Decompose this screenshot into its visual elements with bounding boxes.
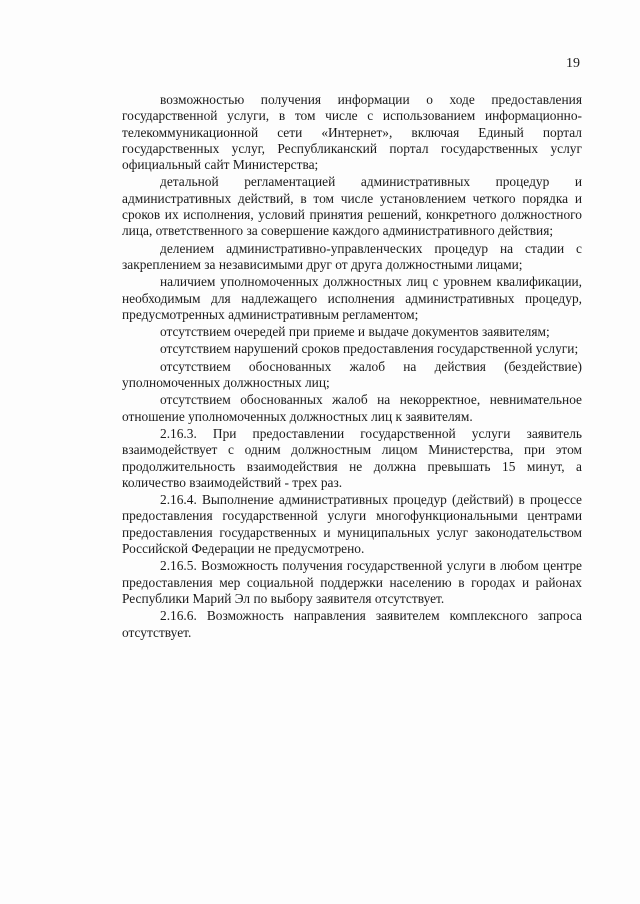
paragraph-2-16-4: 2.16.4. Выполнение административных процедур (действий) в процессе предоставления государственной услуги многофункциональными центрами предоставления государственных и муниципальных услуг законодательством Российской Федерации не предусмотрено. bbox=[122, 492, 582, 557]
paragraph-2-16-3: 2.16.3. При предоставлении государственной услуги заявитель взаимодействует с одним должностным лицом Министерства, при этом продолжительность взаимодействия не должна превышать 15 минут, а количество взаимодействий - трех раз. bbox=[122, 425, 582, 490]
page-number: 19 bbox=[566, 56, 580, 71]
document-body bbox=[122, 92, 582, 642]
paragraph-no-complaints-attitude: отсутствием обоснованных жалоб на некорректное, невнимательное отношение уполномоченных должностных лиц к заявителям. bbox=[122, 392, 582, 424]
paragraph-procedure-division: делением административно-управленческих процедур на стадии с закреплением за независимыми друг от друга должностными лицами; bbox=[122, 240, 582, 272]
paragraph-qualified-officials: наличием уполномоченных должностных лиц с уровнем квалификации, необходимым для надлежащего исполнения административных процедур, предусмотренных административным регламентом; bbox=[122, 274, 582, 322]
paragraph-no-queues: отсутствием очередей при приеме и выдаче документов заявителям; bbox=[160, 324, 550, 340]
paragraph-detailed-regulation: детальной регламентацией административных процедур и административных действий, в том числе установлением четкого порядка и сроков их исполнения, условий принятия решений, конкретного должностного лица, ответственного за совершение каждого административного действия; bbox=[122, 174, 582, 239]
paragraph-2-16-6: 2.16.6. Возможность направления заявителем комплексного запроса отсутствует. bbox=[122, 608, 582, 640]
paragraph-2-16-5: 2.16.5. Возможность получения государственной услуги в любом центре предоставления мер социальной поддержки населению в городах и районах Республики Марий Эл по выбору заявителя отсутствует. bbox=[122, 558, 582, 606]
paragraph-no-deadline-violations: отсутствием нарушений сроков предоставления государственной услуги; bbox=[160, 341, 579, 357]
paragraph-no-complaints-actions: отсутствием обоснованных жалоб на действия (бездействие) уполномоченных должностных лиц; bbox=[122, 358, 582, 391]
paragraph-info-access: возможностью получения информации о ходе предоставления государственной услуги, в том числе с использованием информационно-телекоммуникационной сети «Интернет», включая Единый портал государственных услуг, Республиканский портал государственных услуг официальный сайт Министерства; bbox=[122, 92, 582, 173]
